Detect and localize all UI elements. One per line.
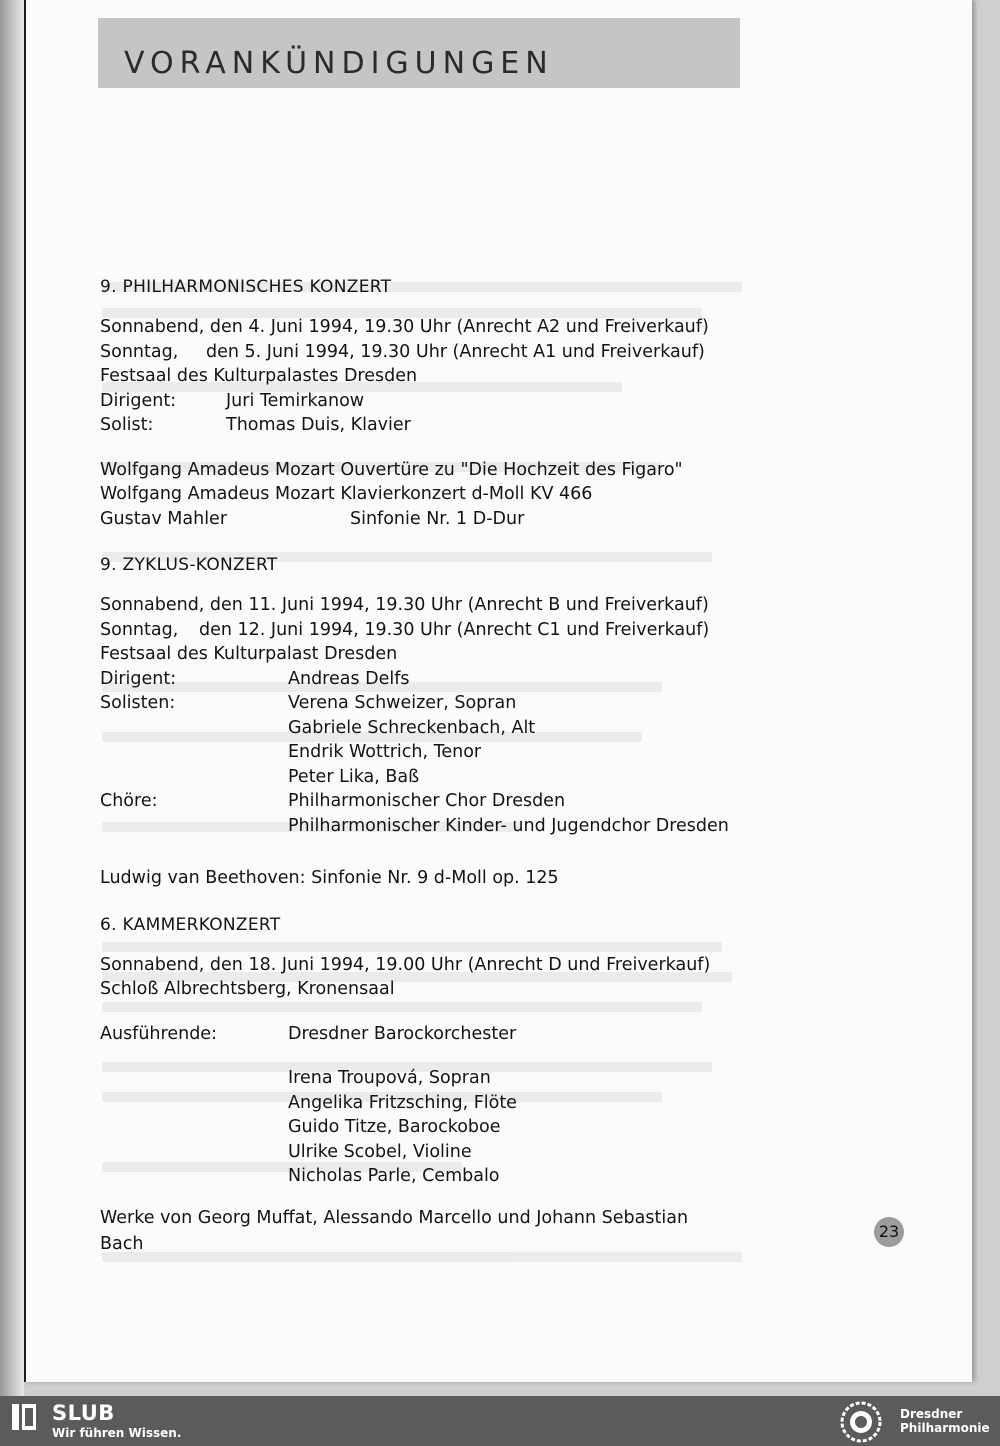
partner-name-line: Philharmonie (900, 1421, 990, 1435)
program-item: Wolfgang Amadeus Mozart Klavierkonzert d-Moll KV 466 (100, 484, 593, 504)
program-composer: Gustav Mahler (100, 508, 228, 529)
conductor-label: Dirigent: (100, 668, 177, 689)
document-page (24, 0, 972, 1382)
soloist-name: Thomas Duis, Klavier (226, 415, 411, 435)
date-day: Sonntag, (100, 619, 179, 640)
program-item (100, 507, 800, 532)
conductor-name: Andreas Delfs (288, 668, 410, 689)
ensemble-name: Dresdner Barockorchester (288, 1023, 517, 1044)
program-item: Wolfgang Amadeus Mozart Ouvertüre zu "Die Hochzeit des Figaro" (100, 459, 683, 480)
conductor-row (100, 389, 800, 414)
soloist-row (100, 413, 800, 438)
concert-heading: 9. ZYKLUS-KONZERT (100, 555, 278, 575)
concert-cycle (100, 553, 800, 891)
partner-name (900, 1407, 990, 1435)
choirs-label: Chöre: (100, 791, 158, 811)
concert-venue: Schloß Albrechtsberg, Kronensaal (100, 979, 395, 999)
date-day: Sonntag, (100, 341, 179, 362)
soloist-label: Solist: (100, 415, 154, 435)
soloist-name: Peter Lika, Baß (288, 766, 420, 787)
program-work: Sinfonie Nr. 1 D-Dur (350, 508, 525, 529)
soloists-row (100, 691, 800, 789)
performers-row (100, 1022, 800, 1189)
performer-name: Angelika Fritzsching, Flöte (288, 1092, 517, 1113)
slub-logo-icon (12, 1404, 36, 1430)
conductor-label: Dirigent: (100, 390, 177, 411)
concert-date (100, 618, 800, 643)
soloist-name: Gabriele Schreckenbach, Alt (288, 717, 536, 738)
performer-name: Ulrike Scobel, Violine (288, 1141, 472, 1162)
viewer-footer (0, 1396, 1000, 1446)
page-number: 23 (874, 1217, 904, 1247)
concert-date: Sonnabend, den 18. Juni 1994, 19.00 Uhr (Anrecht D und Freiverkauf) (100, 954, 711, 975)
choirs-list (288, 789, 729, 838)
concert-philharmonic (100, 275, 800, 531)
soloist-name: Endrik Wottrich, Tenor (288, 742, 482, 762)
program-item: Ludwig van Beethoven: Sinfonie Nr. 9 d-Moll op. 125 (100, 868, 559, 888)
soloists-list (288, 691, 535, 789)
concert-heading: 9. PHILHARMONISCHES KONZERT (100, 277, 392, 297)
soloist-name: Verena Schweizer, Sopran (288, 693, 517, 713)
header-band (98, 18, 740, 88)
concert-date: Sonnabend, den 4. Juni 1994, 19.30 Uhr (Anrecht A2 und Freiverkauf) (100, 317, 709, 337)
conductor-row (100, 667, 800, 692)
partner-name-line: Dresdner (900, 1407, 963, 1421)
library-slogan: Wir führen Wissen. (52, 1426, 182, 1440)
performers-list (288, 1022, 517, 1189)
concert-venue: Festsaal des Kulturpalastes Dresden (100, 366, 418, 386)
date-details: den 5. Juni 1994, 19.30 Uhr (Anrecht A1 und Freiverkauf) (206, 341, 705, 362)
program-item: Werke von Georg Muffat, Alessando Marcello und Johann Sebastian Bach (100, 1207, 689, 1254)
previous-page-edge (0, 0, 24, 1396)
date-details: den 12. Juni 1994, 19.30 Uhr (Anrecht C1 und Freiverkauf) (199, 619, 710, 640)
library-name: SLUB (52, 1401, 115, 1425)
soloists-label: Solisten: (100, 693, 176, 713)
performer-name: Guido Titze, Barockoboe (288, 1117, 501, 1137)
choirs-row (100, 789, 800, 838)
dresdner-philharmonie-logo-icon (840, 1401, 882, 1443)
concert-heading: 6. KAMMERKONZERT (100, 914, 281, 935)
concert-date: Sonnabend, den 11. Juni 1994, 19.30 Uhr (Anrecht B und Freiverkauf) (100, 595, 709, 615)
concert-chamber (100, 913, 800, 1257)
concert-venue: Festsaal des Kulturpalast Dresden (100, 644, 398, 664)
performer-name: Nicholas Parle, Cembalo (288, 1166, 500, 1186)
choir-name: Philharmonischer Kinder- und Jugendchor Dresden (288, 815, 729, 836)
concert-date (100, 340, 800, 365)
performers-label: Ausführende: (100, 1023, 217, 1044)
conductor-name: Juri Temirkanow (226, 390, 365, 411)
page-title: VORANKÜNDIGUNGEN (124, 46, 554, 81)
performer-name: Irena Troupová, Sopran (288, 1068, 491, 1088)
choir-name: Philharmonischer Chor Dresden (288, 791, 566, 811)
announcements-content (100, 275, 800, 1279)
